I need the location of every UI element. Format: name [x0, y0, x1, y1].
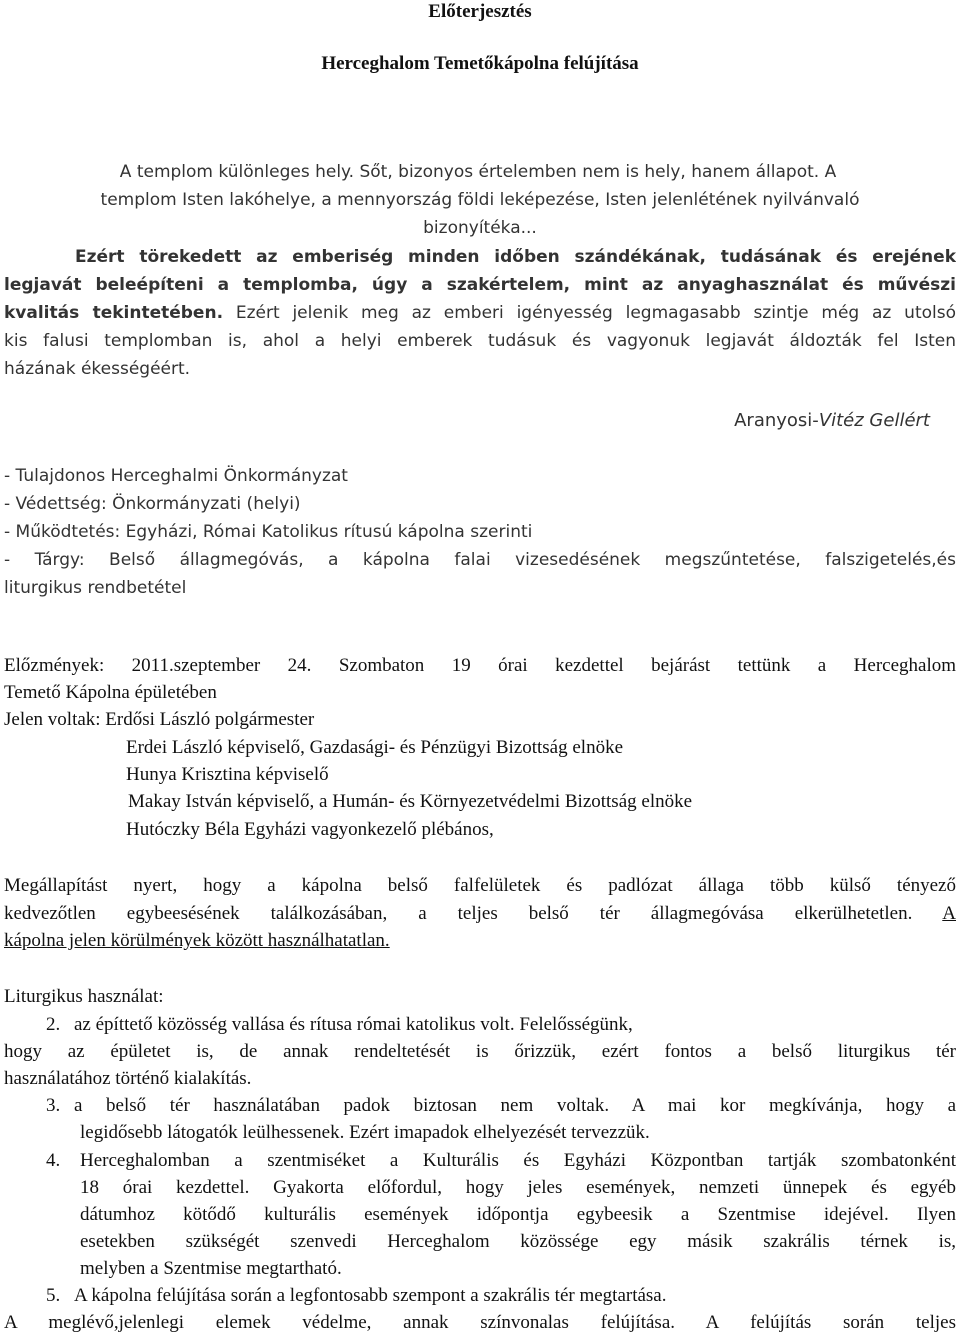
finding-line-1: Megállapítást nyert, hogy a kápolna belső falfelületek és padlózat állaga több külső tényező: [4, 875, 956, 896]
quote-author: [734, 409, 930, 433]
fact-subject-line-1: - Tárgy: Belső állagmegóvás, a kápolna falai vizesedésének megszűntetése, falszigetelés,és: [4, 550, 956, 570]
author-prefix: Aranyosi-: [734, 410, 819, 431]
item-2-line-3: használatához történő kialakítás.: [4, 1068, 252, 1089]
document-kind: Előterjesztés: [428, 1, 532, 22]
antecedents-line-2: Temető Kápolna épületében: [4, 682, 217, 703]
present-person-2: Hunya Krisztina képviselő: [126, 764, 329, 785]
quote-tail-first: Ezért jelenik meg az emberi igényesség legmagasabb szintje még az utolsó: [235, 303, 956, 323]
fact-operation: - Működtetés: Egyházi, Római Katolikus rítusú kápolna szerinti: [4, 522, 533, 542]
fact-owner: - Tulajdonos Herceghalmi Önkormányzat: [4, 466, 348, 486]
quote-line-3: bizonyítéka...: [423, 218, 537, 238]
fact-protection: - Védettség: Önkormányzati (helyi): [4, 494, 301, 514]
item-4-line-4: esetekben szükségét szenvedi Herceghalom közössége egy másik szakrális térnek is,: [80, 1231, 956, 1252]
liturgy-heading: Liturgikus használat:: [4, 986, 164, 1007]
finding-line-2b: A: [942, 903, 956, 924]
item-3-line-2: legidősebb látogatók leülhessenek. Ezért imapadok elhelyezését tervezzük.: [80, 1122, 650, 1143]
quote-bold-line-2: legjavát beleépíteni a templomba, úgy a szakértelem, mint az anyaghasználat és művészi: [4, 275, 956, 295]
item-3-number: 3.: [46, 1095, 61, 1116]
quote-mixed-line: [4, 301, 956, 325]
quote-tail-line-1: kis falusi templomban is, ahol a helyi emberek tudásuk és vagyonuk legjavát áldozták fel Isten: [4, 331, 956, 351]
item-5-text: A kápolna felújítása során a legfontosabb szempont a szakrális tér megtartása.: [74, 1285, 667, 1306]
quote-line-1: A templom különleges hely. Sőt, bizonyos értelemben nem is hely, hanem állapot. A: [119, 162, 837, 182]
item-5-number: 5.: [46, 1285, 61, 1306]
item-3-line-1: a belső tér használatában padok biztosan nem voltak. A mai kor megkívánja, hogy a: [74, 1095, 956, 1116]
liturgy-last-line: A meglévő,jelenlegi elemek védelme, annak színvonalas felújítása. A felújítás során teljes: [4, 1312, 956, 1333]
item-4-line-1: Herceghalomban a szentmiséket a Kulturális és Egyházi Központban tartják szombatonként: [80, 1150, 956, 1171]
item-2-line-2: hogy az épületet is, de annak rendeltetését is őrizzük, ezért fontos a belső liturgikus tér: [4, 1041, 956, 1062]
present-person-3: Makay István képviselő, a Humán- és Környezetvédelmi Bizottság elnöke: [128, 791, 693, 812]
present-label: Jelen voltak: Erdősi László polgármester: [4, 709, 315, 730]
item-4-line-5: melyben a Szentmise megtartható.: [80, 1258, 342, 1279]
quote-line-2: templom Isten lakóhelye, a mennyország földi leképezése, Isten jelenlétének nyilvánvaló: [100, 190, 860, 210]
quote-bold-tail: kvalitás tekintetében.: [4, 303, 224, 323]
antecedents-line-1: Előzmények: 2011.szeptember 24. Szombaton 19 órai kezdettel bejárást tettünk a Herceghalom: [4, 655, 956, 676]
finding-line-3: kápolna jelen körülmények között használhatatlan.: [4, 930, 390, 951]
author-italic: Vitéz Gellért: [818, 410, 930, 431]
item-4-number: 4.: [46, 1150, 61, 1171]
item-2-first-line: az építtető közösség vallása és rítusa római katolikus volt. Felelősségünk,: [74, 1014, 633, 1035]
document-title: Herceghalom Temetőkápolna felújítása: [321, 53, 639, 74]
quote-tail-line-2: házának ékességéért.: [4, 359, 191, 379]
item-2-number: 2.: [46, 1014, 61, 1035]
quote-bold-line-1: Ezért törekedett az emberiség minden időben szándékának, tudásának és erejének: [75, 247, 956, 267]
present-person-1: Erdei László képviselő, Gazdasági- és Pénzügyi Bizottság elnöke: [126, 737, 624, 758]
item-4-line-2: 18 órai kezdettel. Gyakorta előfordul, hogy jeles események, nemzeti ünnepek és egyéb: [80, 1177, 956, 1198]
item-4-line-3: dátumhoz kötődő kulturális események időpontja egybeesik a Szentmise idejével. Ilyen: [80, 1204, 956, 1225]
finding-line-2: [4, 902, 956, 926]
finding-line-2a: kedvezőtlen egybeesésének találkozásában, a teljes belső tér állagmegóvása elkerülhetetlen.: [4, 903, 913, 924]
fact-subject-line-2: liturgikus rendbetétel: [4, 578, 187, 598]
present-person-4: Hutóczky Béla Egyházi vagyonkezelő plébános,: [126, 819, 494, 840]
